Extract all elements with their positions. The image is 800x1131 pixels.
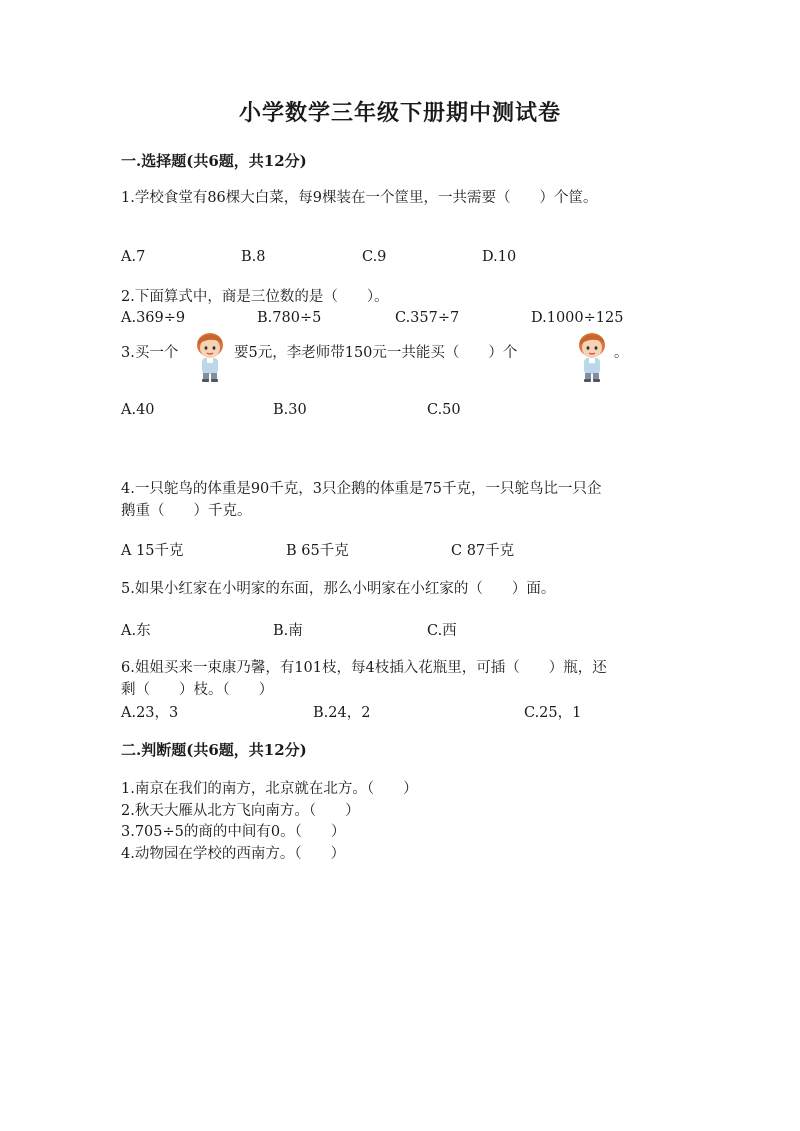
question-4-line-1: 4.一只鸵鸟的体重是90千克，3只企鹅的体重是75千克，一只鸵鸟比一只企 xyxy=(121,481,602,497)
q6-option-c[interactable]: C.25，1 xyxy=(524,705,582,721)
q3-option-b[interactable]: B.30 xyxy=(273,402,307,418)
boy-figure-icon xyxy=(572,331,612,383)
q1-option-a[interactable]: A.7 xyxy=(121,249,146,265)
question-5: 5.如果小红家在小明家的东面，那么小明家在小红家的（ ）面。 xyxy=(121,581,556,597)
q1-option-d[interactable]: D.10 xyxy=(482,249,517,265)
question-3-part-2: 要5元，李老师带150元一共能买（ ）个 xyxy=(234,345,518,361)
question-1: 1.学校食堂有86棵大白菜，每9棵装在一个筐里，一共需要（ ）个筐。 xyxy=(121,190,598,206)
q6-option-b[interactable]: B.24，2 xyxy=(313,705,371,721)
q3-option-a[interactable]: A.40 xyxy=(121,402,155,418)
question-6-line-2: 剩（ ）枝。（ ） xyxy=(121,682,274,698)
judge-question-1: 1.南京在我们的南方，北京就在北方。（ ） xyxy=(121,781,418,797)
boy-figure-icon xyxy=(190,331,230,383)
question-6-line-1: 6.姐姐买来一束康乃馨，有101枝，每4枝插入花瓶里，可插（ ）瓶，还 xyxy=(121,660,607,676)
q5-option-b[interactable]: B.南 xyxy=(273,623,303,639)
question-3-part-3: 。 xyxy=(614,345,629,361)
q2-option-b[interactable]: B.780÷5 xyxy=(257,310,322,326)
section-heading-judge: 二.判断题(共6题，共12分) xyxy=(121,741,307,759)
question-3-part-1: 3.买一个 xyxy=(121,345,179,361)
q5-option-a[interactable]: A.东 xyxy=(121,623,151,639)
q4-option-c[interactable]: C 87千克 xyxy=(451,543,515,559)
question-4-line-2: 鹅重（ ）千克。 xyxy=(121,503,252,519)
judge-question-4: 4.动物园在学校的西南方。（ ） xyxy=(121,846,346,862)
q5-option-c[interactable]: C.西 xyxy=(427,623,457,639)
q1-option-b[interactable]: B.8 xyxy=(241,249,266,265)
section-heading-choice: 一.选择题(共6题，共12分) xyxy=(121,152,307,170)
judge-question-3: 3.705÷5的商的中间有0。（ ） xyxy=(121,824,346,840)
q3-option-c[interactable]: C.50 xyxy=(427,402,461,418)
q2-option-d[interactable]: D.1000÷125 xyxy=(531,310,624,326)
q2-option-c[interactable]: C.357÷7 xyxy=(395,310,460,326)
judge-question-2: 2.秋天大雁从北方飞向南方。（ ） xyxy=(121,803,360,819)
q2-option-a[interactable]: A.369÷9 xyxy=(121,310,186,326)
q1-option-c[interactable]: C.9 xyxy=(362,249,387,265)
q4-option-b[interactable]: B 65千克 xyxy=(286,543,349,559)
question-2: 2.下面算式中，商是三位数的是（ ）。 xyxy=(121,289,389,305)
q4-option-a[interactable]: A 15千克 xyxy=(121,543,184,559)
page-title: 小学数学三年级下册期中测试卷 xyxy=(238,100,561,126)
q6-option-a[interactable]: A.23，3 xyxy=(121,705,179,721)
